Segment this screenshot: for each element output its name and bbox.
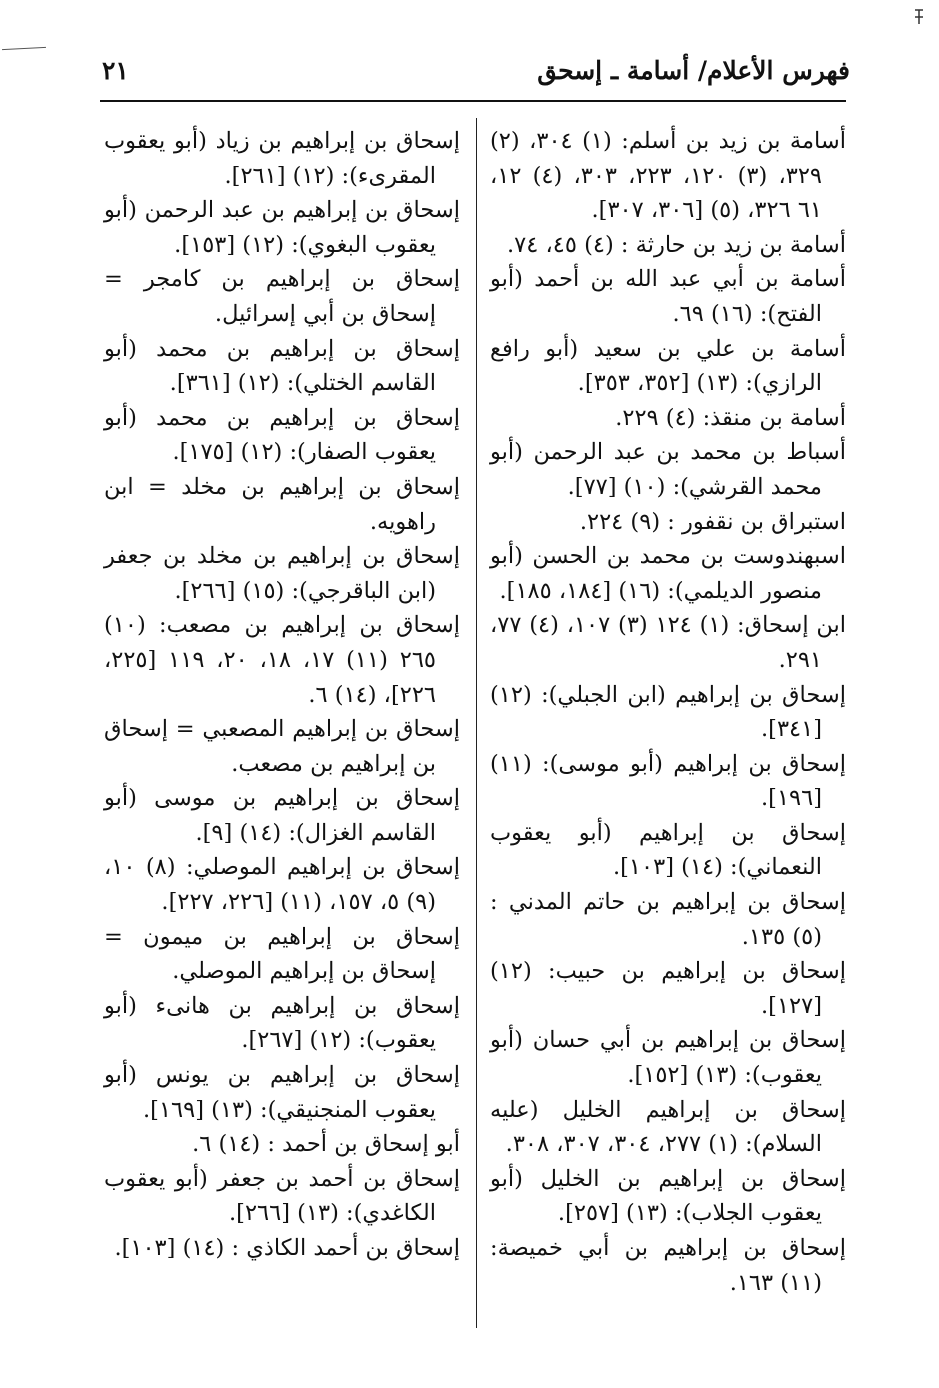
scan-margin-mark <box>2 47 46 50</box>
index-entry: استبراق بن نقفور : (٩) ٢٢٤. <box>579 508 846 535</box>
index-entry: إسحاق بن إبراهيم بن هانىء (أبو يعقوب): (١٢) [٢٦٧]. <box>104 992 460 1054</box>
index-column-left <box>104 124 460 1266</box>
index-entry: إسحاق بن إبراهيم بن حبيب: (١٢) [١٢٧]. <box>490 958 846 1019</box>
header-divider <box>100 100 846 102</box>
page-number: ٢١ <box>102 56 129 85</box>
index-entry: إسحاق بن أحمد الكاذي : (١٤) [١٠٣]. <box>114 1235 460 1261</box>
index-column-right <box>490 124 846 1300</box>
index-entry: إسحاق بن إبراهيم بن مخلد = ابن راهويه. <box>104 473 460 535</box>
index-entry: إسحاق بن إبراهيم بن زياد (أبو يعقوب المقرىء): (١٢) [٢٦١]. <box>104 128 460 189</box>
running-header <box>80 52 850 98</box>
index-entry: أسامة بن علي بن سعيد (أبو رافع الرازي): (١٣) [٣٥٢، ٣٥٣]. <box>490 335 846 397</box>
index-entry: اسبهندوست بن محمد بن الحسن (أبو منصور الديلمي): (١٦) [١٨٤، ١٨٥]. <box>490 543 846 604</box>
header-title: فهرس الأعلام/ أسامة ـ إسحق <box>537 56 850 85</box>
index-entry: إسحاق بن إبراهيم (أبو يعقوب النعماني): (١٤) [١٠٣]. <box>490 819 846 881</box>
index-entry: إسحاق بن إبراهيم الموصلي: (٨) ١٠، (٩) ٥، ١٥٧، (١١) [٢٢٦، ٢٢٧]. <box>104 854 461 916</box>
index-entry: إسحاق بن إبراهيم بن أبي خميصة: (١١) ١٦٣. <box>490 1235 846 1296</box>
index-entry: إسحاق بن إبراهيم بن الخليل (أبو يعقوب الجلاب): (١٣) [٢٥٧]. <box>490 1165 846 1227</box>
index-entry: إسحاق بن إبراهيم الخليل (عليه السلام): (١) ٢٧٧، ٣٠٤، ٣٠٧، ٣٠٨. <box>490 1096 846 1158</box>
index-entry: أسامة بن أبي عبد الله بن أحمد (أبو الفتح): (١٦) ٦٩. <box>490 266 846 327</box>
index-entry: أسباط بن محمد بن عبد الرحمن (أبو محمد القرشي): (١٠) [٧٧]. <box>490 439 846 500</box>
index-entry: إسحاق بن إبراهيم بن كامجر = إسحاق بن أبي إسرائيل. <box>104 266 460 327</box>
index-entry: أسامة بن زيد بن حارثة : (٤) ٤٥، ٧٤. <box>507 231 846 258</box>
index-entry: إسحاق بن إبراهيم بن عبد الرحمن (أبو يعقوب البغوي): (١٢) [١٥٣]. <box>104 197 460 258</box>
index-entry: إسحاق بن إبراهيم بن ميمون = إسحاق بن إبراهيم الموصلي. <box>104 923 460 985</box>
index-entry: إسحاق بن إبراهيم بن حاتم المدني : (٥) ١٣٥. <box>490 889 846 950</box>
index-entry: أبو إسحاق بن أحمد : (١٤) ٦. <box>192 1131 460 1158</box>
index-entry: أسامة بن زيد بن أسلم: (١) ٣٠٤، (٢) ٣٢٩، (٣) ١٢٠، ٢٢٣، ٣٠٣، (٤) ١٢، ٦١ ٣٢٦، (٥) [٣٠٦، ٣٠٧]. <box>490 128 846 224</box>
index-entry: إسحاق بن إبراهيم بن أبي حسان (أبو يعقوب): (١٣) [١٥٢]. <box>490 1027 846 1089</box>
index-entry: إسحاق بن إبراهيم بن موسى (أبو القاسم الغزال): (١٤) [٩]. <box>104 785 460 846</box>
index-entry: إسحاق بن إبراهيم (ابن الجبلي): (١٢) [٣٤١]. <box>490 681 846 743</box>
index-entry: ابن إسحاق: (١) ١٢٤ (٣) ١٠٧، (٤) ٧٧، ٢٩١. <box>490 612 847 673</box>
index-entry: إسحاق بن إبراهيم بن مصعب: (١٠) ٢٦٥ (١١) ١٧، ١٨، ٢٠، ١١٩ [٢٢٥، ٢٢٦]، (١٤) ٦. <box>104 612 460 708</box>
index-entry: إسحاق بن إبراهيم بن مخلد بن جعفر (ابن الباقرجي): (١٥) [٢٦٦]. <box>104 543 460 604</box>
index-entry: أسامة بن منقذ: (٤) ٢٢٩. <box>615 404 846 431</box>
index-entry: إسحاق بن أحمد بن جعفر (أبو يعقوب الكاغدي): (١٣) [٢٦٦]. <box>104 1165 460 1227</box>
index-entry: إسحاق بن إبراهيم بن يونس (أبو يعقوب المنجنيقي): (١٣) [١٦٩]. <box>104 1062 460 1123</box>
index-entry: إسحاق بن إبراهيم المصعبي = إسحاق بن إبراهيم بن مصعب. <box>104 716 460 777</box>
index-entry: إسحاق بن إبراهيم بن محمد (أبو يعقوب الصفار): (١٢) [١٧٥]. <box>104 404 460 466</box>
index-entry: إسحاق بن إبراهيم بن محمد (أبو القاسم الختلي): (١٢) [٣٦١]. <box>104 335 460 397</box>
column-divider <box>476 118 477 1328</box>
index-entry: إسحاق بن إبراهيم (أبو موسى): (١١) [١٩٦]. <box>490 750 846 812</box>
corner-mark-icon <box>912 8 928 26</box>
